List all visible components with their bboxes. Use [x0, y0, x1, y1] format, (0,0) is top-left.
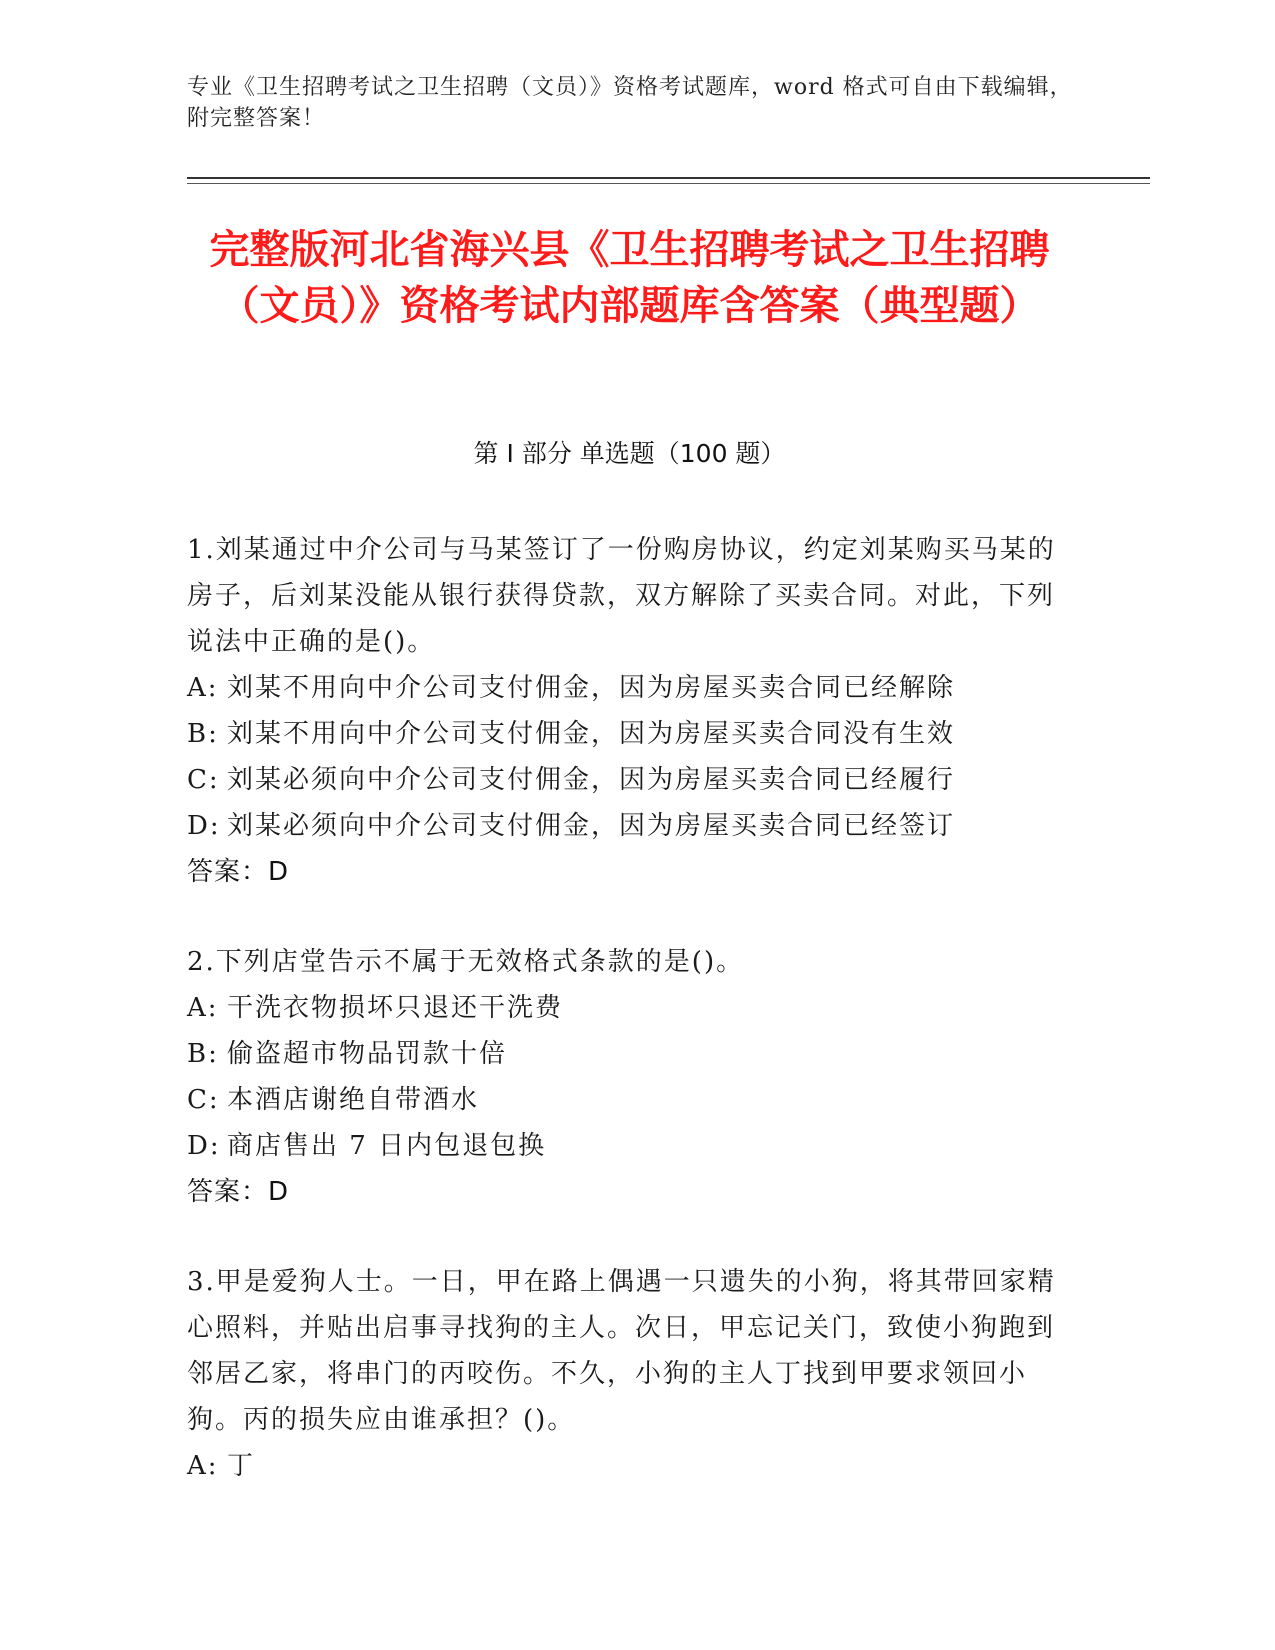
section-title: 第 I 部分 单选题（100 题）	[473, 439, 786, 468]
option-text: 本酒店谢绝自带酒水	[227, 1085, 480, 1115]
answer-line: 答案：D	[187, 857, 290, 887]
header-note: 专业《卫生招聘考试之卫生招聘（文员）》资格考试题库，word 格式可自由下载编辑，附完整答案！	[187, 75, 1073, 131]
question-stem: 1.刘某通过中介公司与马某签订了一份购房协议，约定刘某购买马某的房子，后刘某没能从银行获得贷款，双方解除了买卖合同。对此，下列说法中正确的是()。	[187, 535, 1056, 657]
option-key: A:	[187, 1451, 219, 1481]
option-b	[187, 1031, 1067, 1077]
option-key: D:	[187, 811, 221, 841]
option-a	[187, 665, 1067, 711]
question-1	[187, 527, 1067, 895]
option-c	[187, 757, 1067, 803]
option-key: C:	[187, 1085, 220, 1115]
question-stem: 3.甲是爱狗人士。一日，甲在路上偶遇一只遗失的小狗，将其带回家精心照料，并贴出启事寻找狗的主人。次日，甲忘记关门，致使小狗跑到邻居乙家，将串门的丙咬伤。不久，小狗的主人丁找到甲要求领回小狗。丙的损失应由谁承担？()。	[187, 1267, 1056, 1435]
option-key: B:	[187, 1039, 219, 1069]
option-text: 刘某不用向中介公司支付佣金，因为房屋买卖合同没有生效	[227, 719, 956, 749]
option-a	[187, 985, 1067, 1031]
option-text: 丁	[227, 1451, 256, 1481]
option-key: A:	[187, 673, 219, 703]
option-text: 偷盗超市物品罚款十倍	[227, 1039, 508, 1069]
question-list	[187, 527, 1067, 1533]
answer-line: 答案：D	[187, 1177, 290, 1207]
option-b	[187, 711, 1067, 757]
document-title: 完整版河北省海兴县《卫生招聘考试之卫生招聘（文员）》资格考试内部题库含答案（典型题）	[209, 227, 1050, 329]
option-a	[187, 1443, 1067, 1489]
option-text: 刘某必须向中介公司支付佣金，因为房屋买卖合同已经签订	[227, 811, 956, 841]
option-text: 干洗衣物损坏只退还干洗费	[227, 993, 564, 1023]
option-text: 刘某不用向中介公司支付佣金，因为房屋买卖合同已经解除	[227, 673, 956, 703]
option-d	[187, 803, 1067, 849]
question-2	[187, 939, 1067, 1215]
option-c	[187, 1077, 1067, 1123]
option-d	[187, 1123, 1067, 1169]
option-key: B:	[187, 719, 219, 749]
question-3	[187, 1259, 1067, 1489]
option-key: D:	[187, 1131, 221, 1161]
option-text: 商店售出 7 日内包退包换	[227, 1131, 547, 1161]
option-text: 刘某必须向中介公司支付佣金，因为房屋买卖合同已经履行	[227, 765, 956, 795]
option-key: A:	[187, 993, 219, 1023]
header-divider-thin	[187, 183, 1150, 184]
question-stem: 2.下列店堂告示不属于无效格式条款的是()。	[187, 947, 745, 977]
header-divider-thick	[187, 177, 1150, 179]
option-key: C:	[187, 765, 220, 795]
